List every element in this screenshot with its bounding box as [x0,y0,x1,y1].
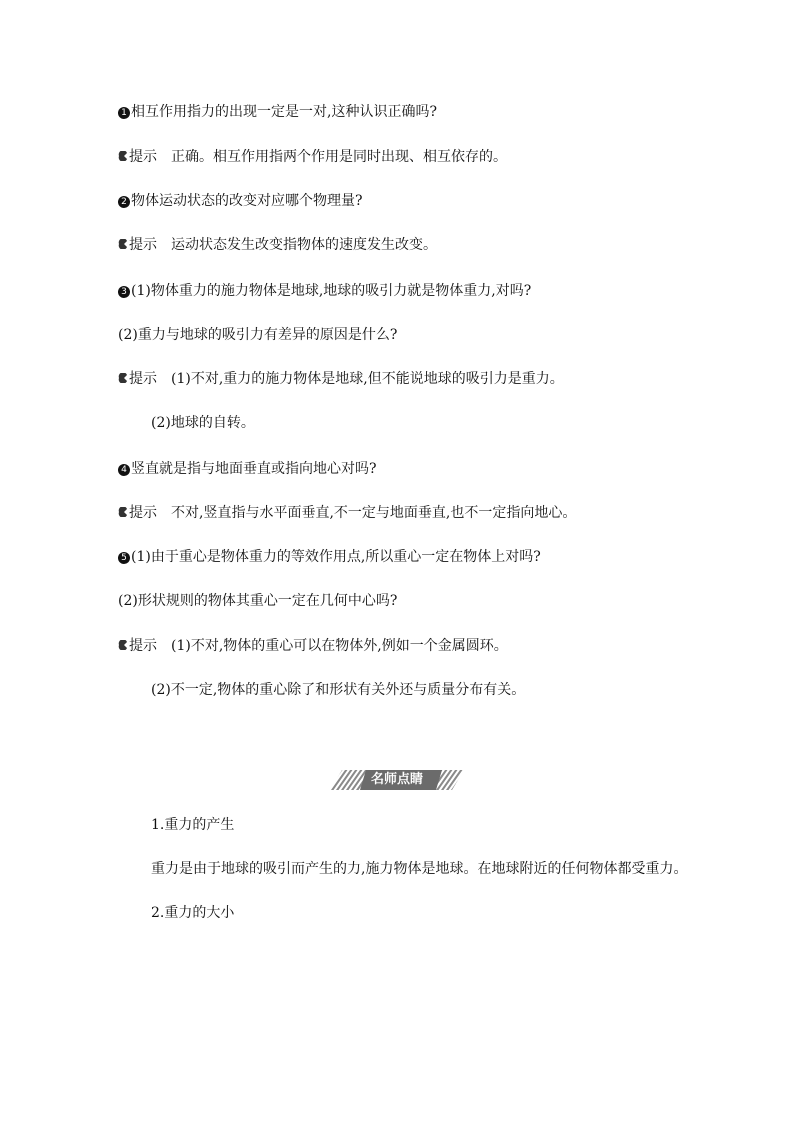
hint-text: 不对,竖直指与水平面垂直,不一定与地面垂直,也不一定指向地心。 [171,505,577,521]
hint-3 [118,370,564,388]
hint-label: 提示 [129,149,157,165]
hint-text: (1)不对,重力的施力物体是地球,但不能说地球的吸引力是重力。 [171,371,564,387]
question-text: (2)重力与地球的吸引力有差异的原因是什么? [118,327,398,343]
question-number-badge: 2 [118,196,130,208]
hint-5-continuation [151,681,525,699]
question-text: (1)由于重心是物体重力的等效作用点,所以重心一定在物体上对吗? [131,549,541,565]
hint-text: 正确。相互作用指两个作用是同时出现、相互依存的。 [171,149,507,165]
question-text: (2)形状规则的物体其重心一定在几何中心吗? [118,593,398,609]
question-5 [118,548,541,566]
hint-icon [118,507,129,517]
question-text: 竖直就是指与地面垂直或指向地心对吗? [131,461,377,477]
hint-icon [118,373,129,383]
question-2 [118,192,363,210]
hint-1 [118,148,507,166]
subheading-text: 1.重力的产生 [151,817,235,833]
question-number-badge: 5 [118,552,130,564]
question-text: 物体运动状态的改变对应哪个物理量? [131,193,363,209]
hint-label: 提示 [129,505,157,521]
paragraph-text: 重力是由于地球的吸引而产生的力,施力物体是地球。在地球附近的任何物体都受重力。 [151,861,688,877]
question-3-part-2 [118,326,397,344]
hint-icon [118,151,129,161]
hint-label: 提示 [129,371,157,387]
hint-4 [118,504,576,522]
question-3 [118,282,531,300]
paragraph-gravity-origin [151,860,687,878]
hint-icon [118,239,129,249]
hint-3-continuation [151,414,255,432]
hint-icon [118,640,129,650]
question-number-badge: 4 [118,464,130,476]
question-5-part-2 [118,592,397,610]
hint-text: (1)不对,物体的重心可以在物体外,例如一个金属圆环。 [171,638,508,654]
hint-text: 运动状态发生改变指物体的速度发生改变。 [171,237,437,253]
question-4 [118,460,377,478]
question-number-badge: 1 [118,107,130,119]
question-text: (1)物体重力的施力物体是地球,地球的吸引力就是物体重力,对吗? [131,283,532,299]
hint-text: (2)不一定,物体的重心除了和形状有关外还与质量分布有关。 [151,682,526,698]
hint-5 [118,637,508,655]
section-banner [330,770,464,790]
subheading-gravity-origin [151,816,234,834]
subheading-gravity-magnitude [151,904,234,922]
question-1 [118,103,437,121]
question-number-badge: 3 [118,286,130,298]
question-text: 相互作用指力的出现一定是一对,这种认识正确吗? [131,104,437,120]
hint-label: 提示 [129,237,157,253]
hint-label: 提示 [129,638,157,654]
subheading-text: 2.重力的大小 [151,905,235,921]
hint-2 [118,236,437,254]
hint-text: (2)地球的自转。 [151,415,255,431]
section-title: 名师点睛 [370,772,423,787]
